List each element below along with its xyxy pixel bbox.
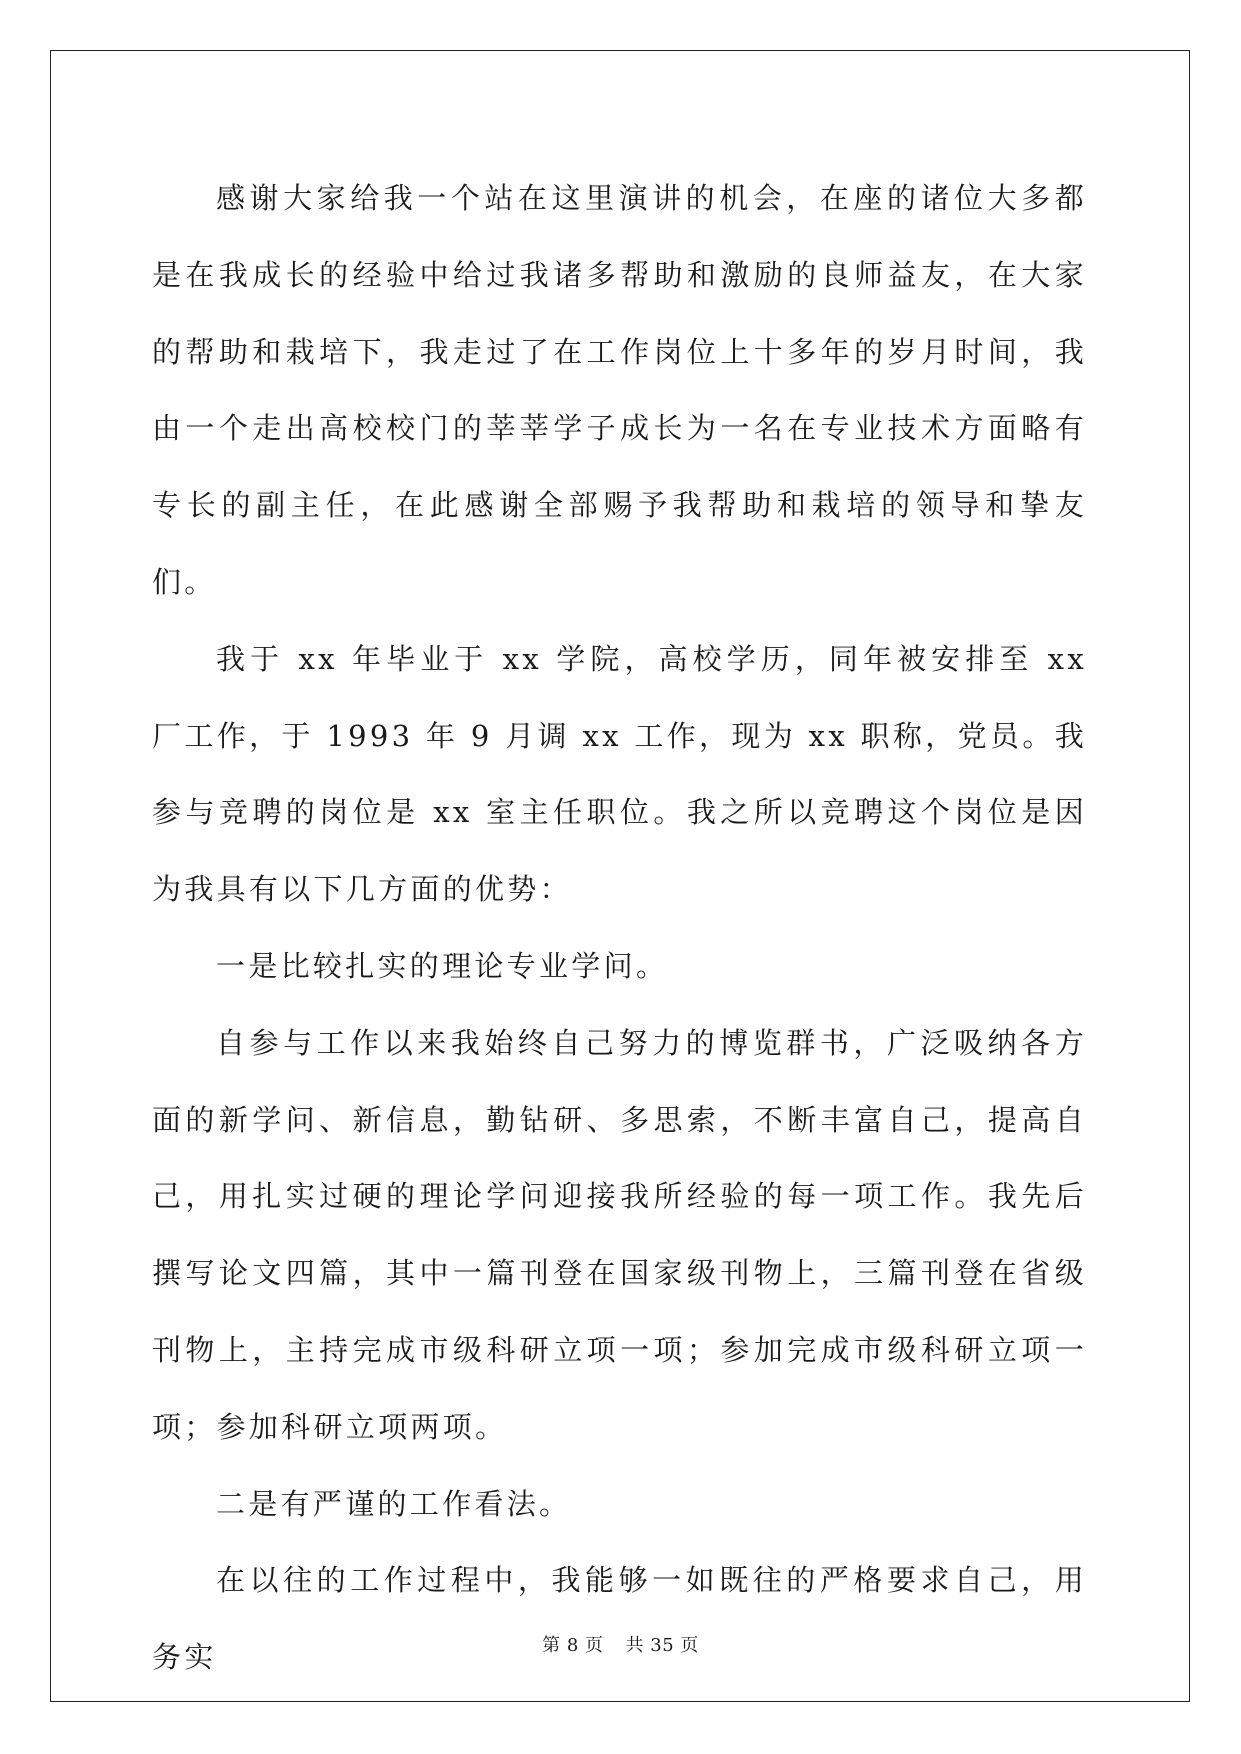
paragraph-advantage-one-detail: 自参与工作以来我始终自己努力的博览群书，广泛吸纳各方面的新学问、新信息，勤钻研、多思索，不断丰富自己，提高自己，用扎实过硬的理论学问迎接我所经验的每一项工作。我先后撰写论文四篇，其中一篇刊登在国家级刊物上，三篇刊登在省级刊物上，主持完成市级科研立项一项；参加完成市级科研立项一项；参加科研立项两项。	[152, 1025, 1087, 1444]
page-number: 第 8 页	[542, 1635, 604, 1656]
paragraph-advantage-two-heading: 二是有严谨的工作看法。	[216, 1486, 572, 1521]
paragraph-background: 我于 xx 年毕业于 xx 学院，高校学历，同年被安排至 xx 厂工作，于 1993 年 9 月调 xx 工作，现为 xx 职称，党员。我参与竞聘的岗位是 xx 室主任职位。我之所以竞聘这个岗位是因为我具有以下几方面的优势：	[152, 641, 1087, 907]
paragraph-advantage-two-detail: 在以往的工作过程中，我能够一如既往的严格要求自己，用务实	[152, 1563, 1087, 1675]
paragraph-advantage-one-heading: 一是比较扎实的理论专业学问。	[216, 948, 669, 983]
document-body	[152, 160, 1087, 1696]
page-footer	[0, 1631, 1241, 1657]
page-total: 共 35 页	[625, 1635, 699, 1656]
paragraph-intro: 感谢大家给我一个站在这里演讲的机会，在座的诸位大多都是在我成长的经验中给过我诸多帮助和激励的良师益友，在大家的帮助和栽培下，我走过了在工作岗位上十多年的岁月时间，我由一个走出高校校门的莘莘学子成长为一名在专业技术方面略有专长的副主任，在此感谢全部赐予我帮助和栽培的领导和挚友们。	[152, 181, 1087, 599]
